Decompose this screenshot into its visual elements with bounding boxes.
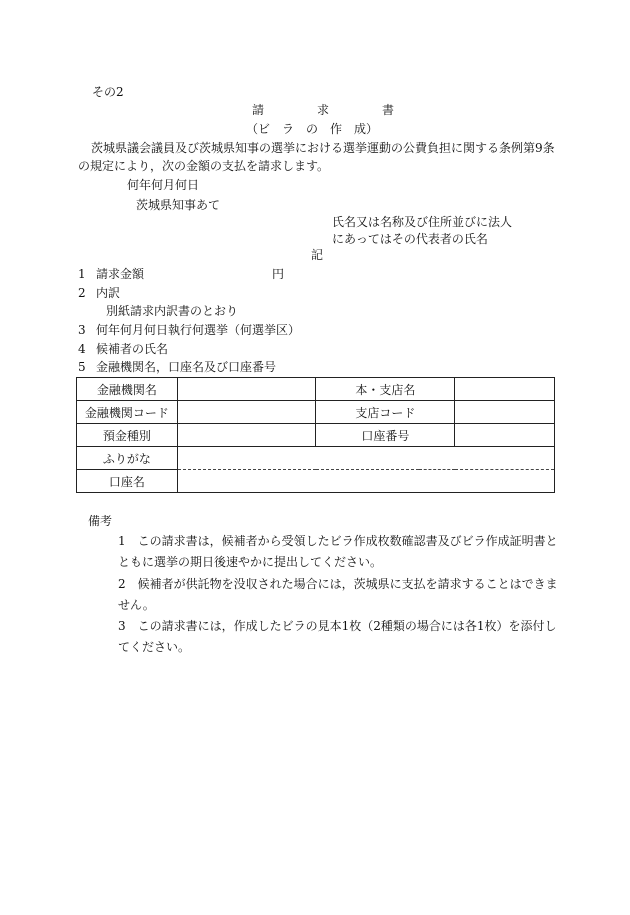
remark-2-text [88, 574, 558, 616]
item-5-number: 5 [78, 360, 86, 374]
document-title: 請 求 書 [252, 103, 396, 117]
item-2-label: 内訳 [96, 286, 121, 300]
item-3-number: 3 [78, 323, 86, 337]
account-name-field[interactable] [177, 470, 554, 493]
addressee: 茨城県知事あて [136, 198, 221, 212]
table-row [77, 401, 555, 424]
table-row [77, 378, 555, 401]
table-row [77, 424, 555, 447]
account-number-label: 口座番号 [316, 424, 455, 447]
deposit-type-field[interactable] [177, 424, 316, 447]
remark-1-text [88, 531, 558, 573]
branch-code-label: 支店コード [316, 401, 455, 424]
item-1-number: 1 [78, 267, 86, 281]
account-number-field[interactable] [455, 424, 555, 447]
bank-account-table [76, 377, 555, 493]
table-row [77, 470, 555, 493]
claimant-line-1: 氏名又は名称及び住所並びに法人 [332, 215, 513, 229]
remarks-heading: 備考 [88, 514, 113, 528]
claimant-line-2: にあってはその代表者の氏名 [332, 232, 488, 246]
furigana-label: ふりがな [77, 447, 178, 470]
item-1-unit: 円 [272, 267, 285, 281]
intro-line-1: 茨城県議会議員及び茨城県知事の選挙における選挙運動の公費負担に関する条例第9条 [91, 141, 555, 155]
item-2-detail: 別紙請求内訳書のとおり [106, 304, 239, 318]
remark-2-body: 2 候補者が供託物を没収された場合には，茨城県に支払を請求することはできません。 [118, 577, 558, 612]
item-5-label: 金融機関名，口座名及び口座番号 [96, 360, 277, 374]
remark-3-body: 3 この請求書には，作成したビラの見本1枚（2種類の場合には各1枚）を添付してください。 [118, 619, 557, 654]
branch-code-field[interactable] [455, 401, 555, 424]
form-number: その2 [92, 85, 124, 99]
date: 何年何月何日 [127, 178, 200, 192]
branch-name-label: 本・支店名 [316, 378, 455, 401]
item-4-label: 候補者の氏名 [96, 342, 169, 356]
remark-3-text [88, 616, 558, 658]
account-name-label: 口座名 [77, 470, 178, 493]
bank-code-field[interactable] [177, 401, 316, 424]
remark-1-body: 1 この請求書は，候補者から受領したビラ作成枚数確認書及びビラ作成証明書とともに選挙の期日後速やかに提出してください。 [118, 534, 558, 569]
table-row [77, 447, 555, 470]
item-1-label: 請求金額 [96, 267, 145, 281]
item-2-number: 2 [78, 286, 86, 300]
bank-code-label: 金融機関コード [77, 401, 178, 424]
item-3-label: 何年何月何日執行何選挙（何選挙区） [96, 323, 301, 337]
document-subtitle: （ビ ラ の 作 成） [246, 122, 379, 136]
bank-name-label: 金融機関名 [77, 378, 178, 401]
branch-name-field[interactable] [455, 378, 555, 401]
remark-3 [88, 616, 558, 658]
deposit-type-label: 預金種別 [77, 424, 178, 447]
bank-name-field[interactable] [177, 378, 316, 401]
furigana-field[interactable] [177, 447, 554, 470]
remark-1 [88, 531, 558, 573]
remark-2 [88, 574, 558, 616]
ki-mark: 記 [311, 248, 324, 262]
item-4-number: 4 [78, 342, 86, 356]
intro-line-2: の規定により，次の金額の支払を請求します。 [78, 159, 330, 173]
